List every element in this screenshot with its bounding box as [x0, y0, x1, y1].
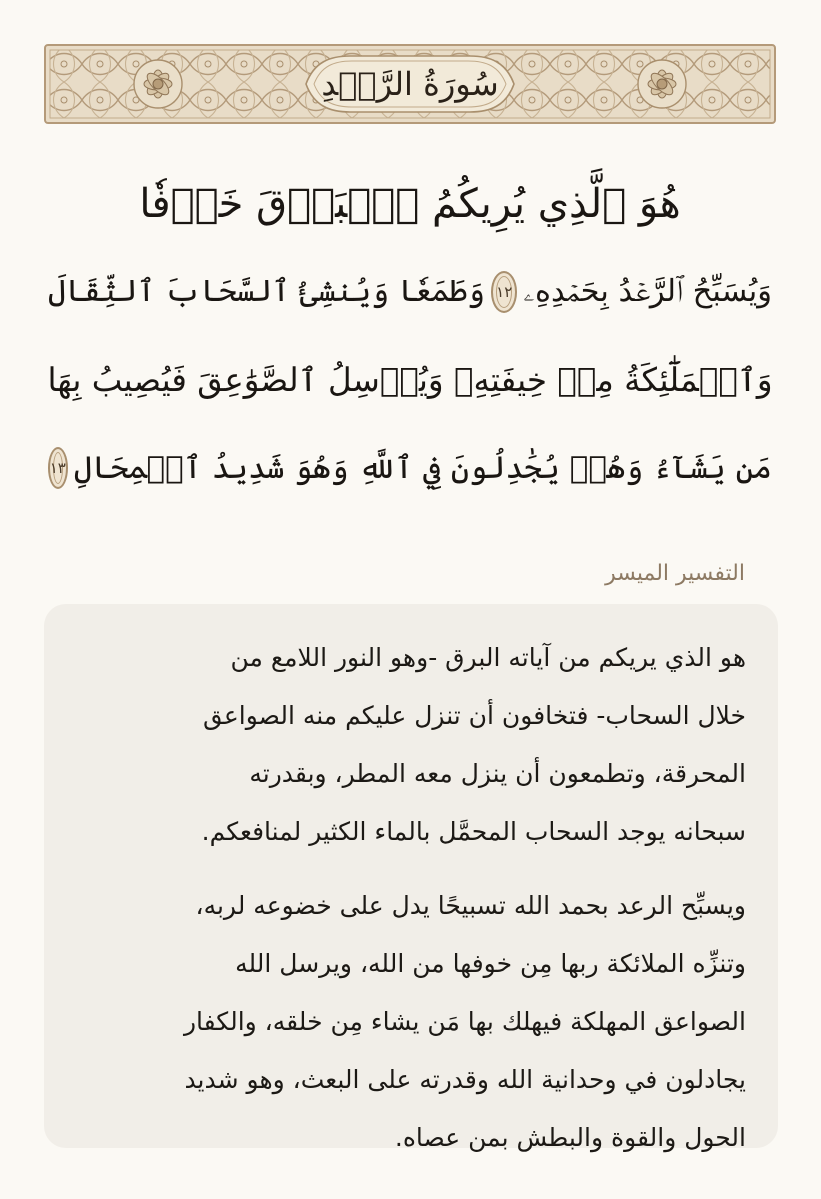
tafsir-line: سبحانه يوجد السحاب المحمَّل بالماء الكثير لمنافعكم. [201, 816, 746, 846]
tafsir-line: المحرقة، وتطمعون أن ينزل معه المطر، وبقدرته [249, 758, 746, 788]
tafsir-line: هو الذي يريكم من آياته البرق -وهو النور اللامع من [230, 642, 746, 672]
verse-text: وَطَمَعٗا وَيُنشِئُ ٱلسَّحَابَ ٱلثِّقَالَ [48, 273, 485, 309]
verse-line-4 [48, 424, 772, 512]
verse-line-1 [48, 160, 772, 248]
tafsir-line: الصواعق المهلكة فيهلك بها مَن يشاء مِن خلقه، والكفار [183, 1006, 746, 1036]
verse-text: وَيُسَبِّحُ ٱلرَّعۡدُ بِحَمۡدِهِۦ [523, 273, 772, 309]
tafsir-line: ويسبِّح الرعد بحمد الله تسبيحًا يدل على خضوعه لربه، [195, 890, 746, 920]
ayah-number-marker: ١٣ [48, 447, 68, 489]
left-rosette-icon [134, 60, 182, 108]
verses-block [48, 160, 772, 530]
ayah-number-marker: ١٢ [491, 271, 518, 313]
tafsir-line: وتنزِّه الملائكة ربها مِن خوفها من الله، ويرسل الله [235, 948, 746, 978]
tafsir-paragraph-2 [76, 876, 746, 1166]
verse-line-2 [48, 248, 772, 336]
surah-title: سُورَةُ الرَّعۡدِ [321, 65, 499, 103]
verse-text: هُوَ ٱلَّذِي يُرِيكُمُ ٱلۡبَرۡقَ خَوۡفٗا [139, 181, 681, 227]
tafsir-paragraph-1 [76, 628, 746, 860]
tafsir-card [44, 604, 778, 1152]
tafsir-line: يجادلون في وحدانية الله وقدرته على البعث، وهو شديد [184, 1064, 746, 1094]
verse-text: وَٱلۡمَلَٰٓئِكَةُ مِنۡ خِيفَتِهِۦ وَيُرۡسِلُ ٱلصَّوَٰعِقَ فَيُصِيبُ بِهَا [47, 360, 773, 399]
tafsir-line: خلال السحاب- فتخافون أن تنزل عليكم منه الصواعق [203, 700, 746, 730]
verse-line-3 [48, 336, 772, 424]
surah-header-banner [44, 44, 776, 124]
verse-text: مَن يَشَآءُ وَهُمۡ يُجَٰدِلُونَ فِي ٱللَّهِ وَهُوَ شَدِيدُ ٱلۡمِحَالِ [73, 449, 772, 486]
paragraph-spacer [76, 860, 746, 876]
right-rosette-icon [638, 60, 686, 108]
tafsir-line: الحول والقوة والبطش بمن عصاه. [394, 1122, 746, 1152]
tafsir-heading: التفسير الميسر [605, 561, 745, 586]
